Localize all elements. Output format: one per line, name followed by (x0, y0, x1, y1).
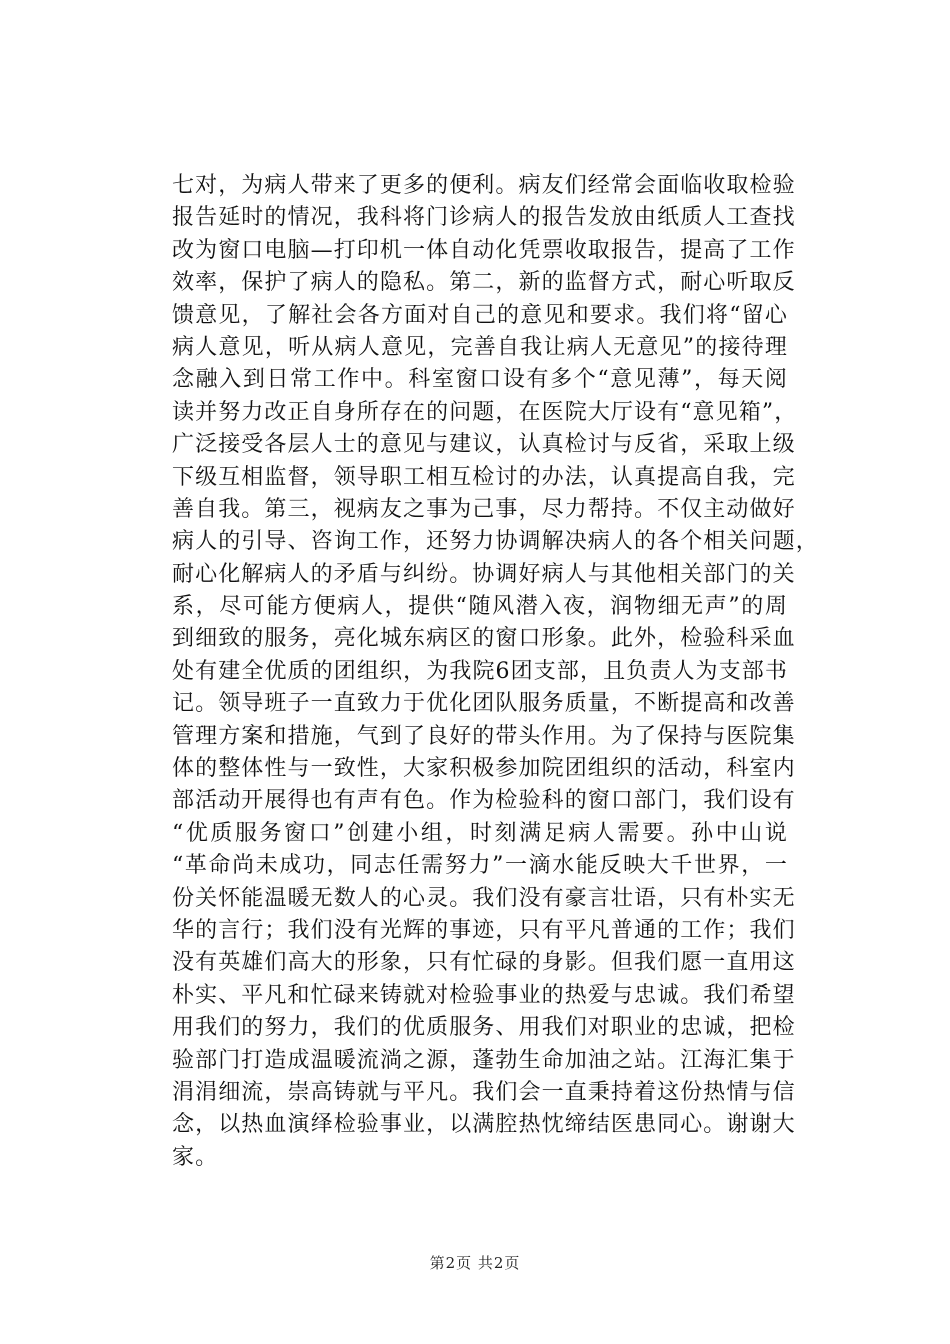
body-text (172, 170, 819, 1174)
text-line: 部活动开展得也有声有色。作为检验科的窗口部门，我们设有 (172, 788, 796, 814)
text-line: 下级互相监督，领导职工相互检讨的办法，认真提高自我，完 (172, 464, 796, 490)
text-line: 验部门打造成温暖流淌之源，蓬勃生命加油之站。江海汇集于 (172, 1047, 796, 1073)
text-line: 涓涓细流，崇高铸就与平凡。我们会一直秉持着这份热情与信 (172, 1079, 796, 1105)
text-line: 系，尽可能方便病人，提供“随风潜入夜，润物细无声”的周 (172, 594, 788, 620)
text-line: 广泛接受各层人士的意见与建议，认真检讨与反省，采取上级 (172, 432, 796, 458)
text-line: “革命尚未成功，同志任需努力”一滴水能反映大千世界，一 (172, 853, 788, 879)
text-line: 念，以热血演绎检验事业，以满腔热忱缔结医患同心。谢谢大 (172, 1112, 796, 1138)
text-line: 处有建全优质的团组织，为我院6团支部，且负责人为支部书 (172, 658, 788, 684)
text-line: 到细致的服务，亮化城东病区的窗口形象。此外，检验科采血 (172, 626, 796, 652)
text-line: 朴实、平凡和忙碌来铸就对检验事业的热爱与忠诚。我们希望 (172, 982, 796, 1008)
text-line: 病人的引导、咨询工作，还努力协调解决病人的各个相关问题， (172, 529, 819, 555)
text-line: 善自我。第三，视病友之事为己事，尽力帮持。不仅主动做好 (172, 496, 796, 522)
text-line: 改为窗口电脑—打印机一体自动化凭票收取报告，提高了工作 (172, 237, 796, 263)
text-line: 华的言行；我们没有光辉的事迹，只有平凡普通的工作；我们 (172, 917, 796, 943)
text-line: 份关怀能温暖无数人的心灵。我们没有豪言壮语，只有朴实无 (172, 885, 796, 911)
text-line: 体的整体性与一致性，大家积极参加院团组织的活动，科室内 (172, 756, 796, 782)
text-line: 记。领导班子一直致力于优化团队服务质量，不断提高和改善 (172, 691, 796, 717)
text-line: 效率，保护了病人的隐私。第二，新的监督方式，耐心听取反 (172, 270, 796, 296)
text-line: 馈意见，了解社会各方面对自己的意见和要求。我们将“留心 (172, 302, 788, 328)
text-line: 念融入到日常工作中。科室窗口设有多个“意见薄”，每天阅 (172, 367, 788, 393)
text-line: 管理方案和措施，气到了良好的带头作用。为了保持与医院集 (172, 723, 796, 749)
text-line: “优质服务窗口”创建小组，时刻满足病人需要。孙中山说 (172, 820, 788, 846)
text-line: 没有英雄们高大的形象，只有忙碌的身影。但我们愿一直用这 (172, 950, 796, 976)
text-line: 用我们的努力，我们的优质服务、用我们对职业的忠诚，把检 (172, 1015, 796, 1041)
text-line: 病人意见，听从病人意见，完善自我让病人无意见”的接待理 (172, 334, 788, 360)
text-line: 七对，为病人带来了更多的便利。病友们经常会面临收取检验 (172, 173, 796, 198)
text-line: 报告延时的情况，我科将门诊病人的报告发放由纸质人工查找 (172, 205, 796, 231)
page-footer: 第2页 共2页 (429, 1254, 521, 1272)
text-line: 耐心化解病人的矛盾与纠纷。协调好病人与其他相关部门的关 (172, 561, 796, 587)
text-line: 家。 (172, 1144, 219, 1170)
text-line: 读并努力改正自身所存在的问题，在医院大厅设有“意见箱”， (172, 399, 798, 425)
